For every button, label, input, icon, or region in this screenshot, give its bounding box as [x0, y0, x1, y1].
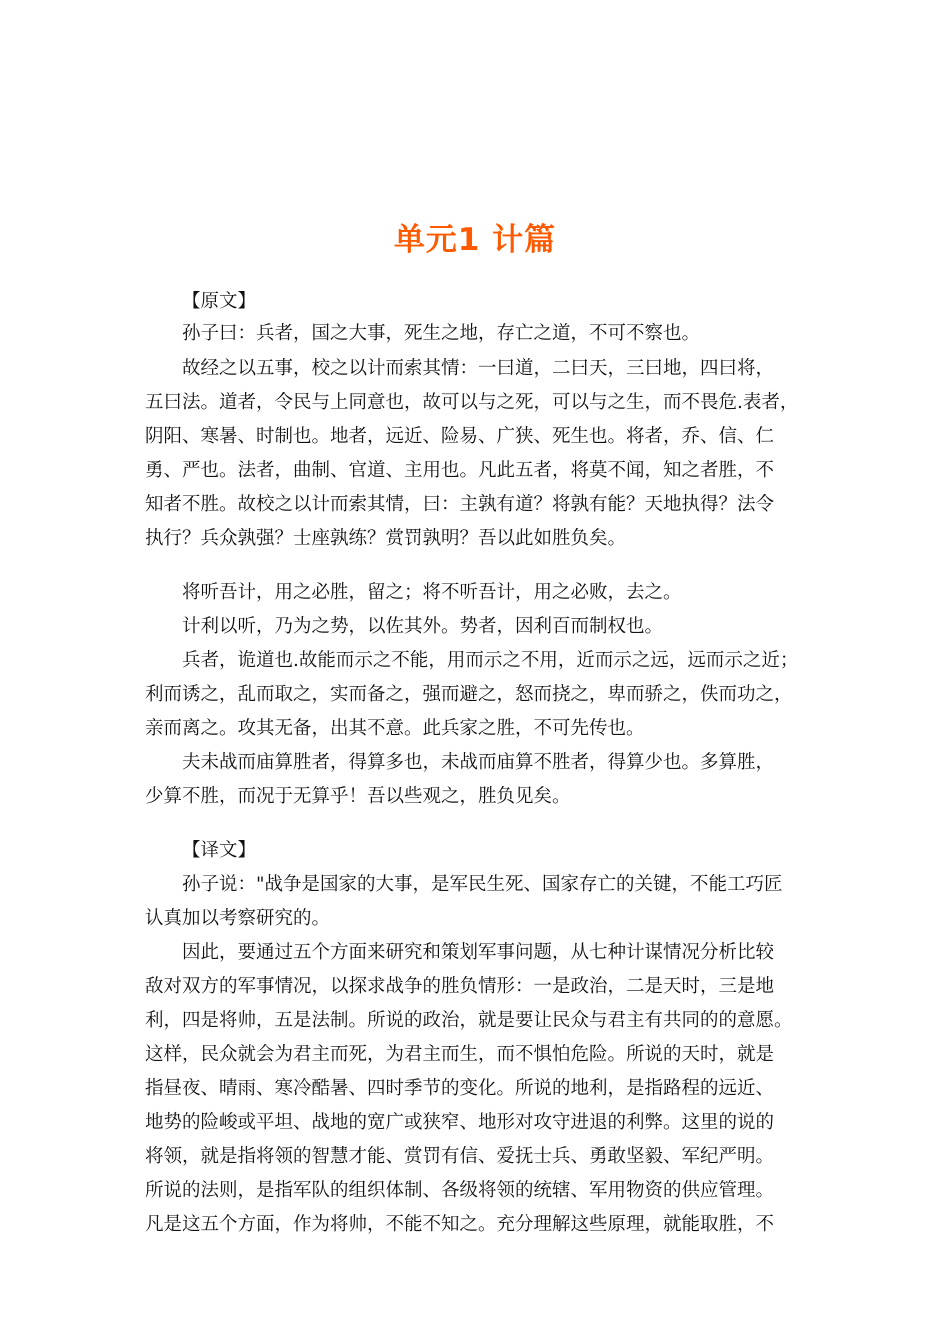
translation-heading: 【译文】	[182, 840, 257, 861]
original-line: 孙子曰：兵者，国之大事，死生之地，存亡之道，不可不察也。	[182, 323, 701, 344]
translation-line: 所说的法则，是指军队的组织体制、各级将领的统辖、军用物资的供应管理。	[145, 1180, 775, 1201]
original-line: 将听吾计，用之必胜，留之；将不听吾计，用之必败，去之。	[182, 582, 682, 603]
translation-line: 将领，就是指将领的智慧才能、赏罚有信、爱抚士兵、勇敢坚毅、军纪严明。	[145, 1146, 775, 1167]
original-line: 利而诱之，乱而取之，实而备之，强而避之，怒而挠之，卑而骄之，佚而功之，	[145, 684, 793, 705]
translation-line: 因此，要通过五个方面来研究和策划军事问题，从七种计谋情况分析比较	[182, 942, 775, 963]
original-line: 少算不胜，而况于无算乎！吾以些观之，胜负见矣。	[145, 786, 571, 807]
translation-line: 孙子说："战争是国家的大事，是军民生死、国家存亡的关键，不能工巧匠	[182, 874, 783, 895]
original-line: 五曰法。道者，令民与上同意也，故可以与之死，可以与之生，而不畏危.表者，	[145, 392, 799, 413]
translation-line: 地势的险峻或平坦、战地的宽广或狭窄、地形对攻守进退的利弊。这里的说的	[145, 1112, 775, 1133]
translation-line: 这样，民众就会为君主而死，为君主而生，而不惧怕危险。所说的天时，就是	[145, 1044, 775, 1065]
original-line: 亲而离之。攻其无备，出其不意。此兵家之胜，不可先传也。	[145, 718, 645, 739]
original-line: 勇、严也。法者，曲制、官道、主用也。凡此五者，将莫不闻，知之者胜，不	[145, 460, 775, 481]
translation-line: 认真加以考察研究的。	[145, 908, 331, 929]
original-line: 知者不胜。故校之以计而索其情，曰：主孰有道？将孰有能？天地执得？法令	[145, 494, 775, 515]
translation-line: 凡是这五个方面，作为将帅，不能不知之。充分理解这些原理，就能取胜，不	[145, 1214, 775, 1235]
original-line: 执行？兵众孰强？士座孰练？赏罚孰明？吾以此如胜负矣。	[145, 528, 627, 549]
translation-line: 利，四是将帅，五是法制。所说的政治，就是要让民众与君主有共同的的意愿。	[145, 1010, 793, 1031]
page-title: 单元1 计篇	[393, 222, 557, 258]
original-line: 阴阳、寒暑、时制也。地者，远近、险易、广狭、死生也。将者，乔、信、仁	[145, 426, 775, 447]
original-line: 兵者，诡道也.故能而示之不能，用而示之不用，近而示之远，远而示之近；	[182, 650, 799, 671]
original-line: 故经之以五事，校之以计而索其情：一曰道，二曰天，三曰地，四曰将，	[182, 358, 775, 379]
original-heading: 【原文】	[182, 291, 257, 312]
original-line: 计利以听，乃为之势，以佐其外。势者，因利百而制权也。	[182, 616, 664, 637]
translation-line: 敌对双方的军事情况，以探求战争的胜负情形：一是政治，二是天时，三是地	[145, 976, 775, 997]
translation-line: 指昼夜、晴雨、寒冷酷暑、四时季节的变化。所说的地利，是指路程的远近、	[145, 1078, 775, 1099]
original-line: 夫未战而庙算胜者，得算多也，未战而庙算不胜者，得算少也。多算胜，	[182, 752, 775, 773]
